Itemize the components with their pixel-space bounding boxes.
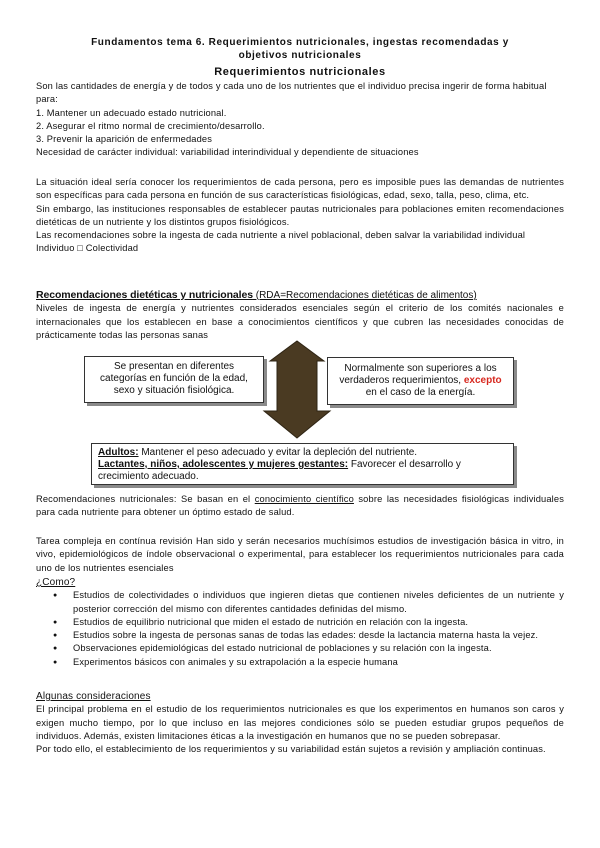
como-item-1: ● Estudios de colectividades o individuos que ingieren dietas que contienen niveles deficientes de un nutriente y posterior corrección del mismo con diferentes cantidades definidas del mismo. <box>36 589 564 616</box>
ideal-paragraph-3: Las recomendaciones sobre la ingesta de cada nutriente a nivel poblacional, deben salvar la variabilidad individual <box>36 230 526 241</box>
recomendaciones-post: sobre las necesidades fisiológicas individuales para cada nutriente para obtener un óptimo estado de salud. <box>36 494 564 518</box>
title-line-2: objetivos nutricionales <box>238 50 362 61</box>
box-superiores <box>327 357 514 405</box>
lactantes-text: Favorecer el desarrollo y crecimiento adecuado. <box>98 459 461 482</box>
consideraciones-paragraph-2: Por todo ello, el establecimiento de los requerimientos y su variabilidad están sujetos a revisión y ampliación continuas. <box>36 744 546 755</box>
necesidad-paragraph: Necesidad de carácter individual: variabilidad interindividual y dependiente de situaciones <box>36 147 419 158</box>
lactantes-label: Lactantes, niños, adolescentes y mujeres gestantes: <box>98 459 349 470</box>
list-item-2: 2. Asegurar el ritmo normal de crecimiento/desarrollo. <box>36 120 265 131</box>
como-section <box>36 576 564 669</box>
adultos-text: Mantener el peso adecuado y evitar la depleción del nutriente. <box>138 447 418 458</box>
conocimiento-cientifico: conocimiento científico <box>254 494 354 504</box>
como-heading: ¿Como? <box>36 577 76 588</box>
como-list <box>36 589 564 669</box>
box-grupos <box>91 443 514 485</box>
rda-heading-paren: (RDA=Recomendaciones dietéticas de alimentos) <box>252 290 477 301</box>
rda-heading: Recomendaciones dietéticas y nutricionales <box>36 289 253 301</box>
recomendaciones-paragraph <box>36 493 564 520</box>
definition-paragraph: Son las cantidades de energía y de todos y cada uno de los nutrientes que el individuo precisa ingerir de forma habitual para: <box>36 81 547 105</box>
como-item-2: ● Estudios de equilibrio nutricional que miden el estado de nutrición en relación con la ingesta. <box>36 616 564 629</box>
box-categorias <box>84 356 264 403</box>
box-superiores-excepto: excepto <box>463 375 502 386</box>
box-categorias-text: Se presentan en diferentes categorías en función de la edad, sexo y situación fisiológica. <box>100 361 248 396</box>
consideraciones-paragraph-1: El principal problema en el estudio de los requerimientos nutricionales es que los experimentos en humanos son caros y exigen mucho tiempo, por lo que incluso en las mejores condiciones sólo se pueden estudiar grupos pequeños de individuos. Además, existen limitaciones éticas a la investigación en humanos que no se pueden sobrepasar. <box>36 704 564 741</box>
como-item-5: ● Experimentos básicos con animales y su extrapolación a la especie humana <box>36 656 564 669</box>
recomendaciones-pre: Recomendaciones nutricionales: Se basan en el <box>36 494 255 504</box>
ideal-paragraph-1: La situación ideal sería conocer los requerimientos de cada persona, pero es imposible pues las demandas de nutrientes son específicas para cada persona en función de sus características fisiológicas, edad, sexo, talla, peso, clima, etc. <box>36 177 564 201</box>
rda-definition: Niveles de ingesta de energía y nutrientes considerados esenciales según el criterio de los comités nacionales e internacionales que los establecen en base a conocimientos científicos y que cubren las necesidades conocidas de prácticamente todas las personas sanas <box>36 303 564 340</box>
tarea-paragraph <box>36 535 564 575</box>
consideraciones-section <box>36 690 564 756</box>
section-subtitle: Requerimientos nutricionales <box>214 66 386 78</box>
como-item-3: ● Estudios sobre la ingesta de personas sanas de todas las edades: desde la lactancia materna hasta la vejez. <box>36 629 564 642</box>
arrow-shape <box>264 341 330 438</box>
list-item-3: 3. Prevenir la aparición de enfermedades <box>36 134 213 145</box>
como-item-4: ● Observaciones epidemiológicas del estado nutricional de poblaciones y su relación con la ingesta. <box>36 642 564 655</box>
box-superiores-text-post: en el caso de la energía. <box>365 387 476 398</box>
consideraciones-heading: Algunas consideraciones <box>36 691 151 702</box>
individuo-colectividad: Individuo □ Colectividad <box>36 243 139 254</box>
title-line-1: Fundamentos tema 6. Requerimientos nutricionales, ingestas recomendadas y <box>91 37 509 48</box>
list-item-1: 1. Mantener un adecuado estado nutricional. <box>36 107 227 118</box>
box-superiores-text-pre: Normalmente son superiores a los verdaderos requerimientos, <box>339 363 497 386</box>
tarea-text: Tarea compleja en contínua revisión Han sido y serán necesarios muchísimos estudios de investigación básica in vitro, in vivo, epidemiológicos de índole observacional o experimental, para establecer los requerimientos nutricionales para cada uno de los nutrientes esenciales <box>36 536 564 573</box>
ideal-paragraph-2: Sin embargo, las instituciones responsables de establecer pautas nutricionales para poblaciones emiten recomendaciones dietéticas de un nutriente y los distintos grupos fisiológicos. <box>36 203 564 227</box>
adultos-label: Adultos: <box>98 447 139 458</box>
